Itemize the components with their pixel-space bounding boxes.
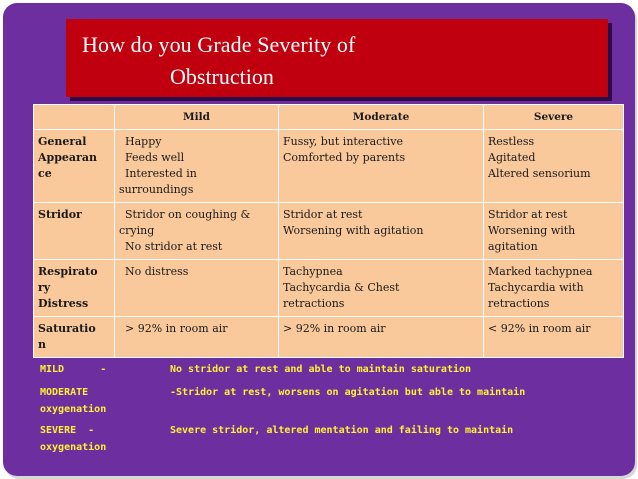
legend-key: MILD - — [40, 364, 107, 375]
legend-key: MODERATE — [40, 387, 89, 398]
row-label: Respirato ry Distress — [34, 260, 115, 317]
legend-severe — [40, 422, 513, 456]
cell-mild: No distress — [115, 260, 279, 317]
table-row — [34, 130, 624, 203]
cell-moderate: Tachypnea Tachycardia & Chest retractions — [279, 260, 484, 317]
header-cell-empty — [34, 105, 115, 130]
table-row — [34, 317, 624, 358]
row-label: Stridor — [34, 203, 115, 260]
legend-key: SEVERE - — [40, 425, 95, 436]
row-label: General Appearan ce — [34, 130, 115, 203]
cell-mild: Stridor on coughing & crying No stridor at rest — [115, 203, 279, 260]
header-cell-severe: Severe — [484, 105, 624, 130]
cell-moderate: > 92% in room air — [279, 317, 484, 358]
table-row — [34, 203, 624, 260]
legend-mild — [40, 361, 471, 378]
legend-text: Severe stridor, altered mentation and failing to maintain — [170, 425, 514, 436]
cell-severe: Stridor at rest Worsening with agitation — [484, 203, 624, 260]
title-box — [66, 19, 608, 97]
legend-text: -Stridor at rest, worsens on agitation but able to maintain — [170, 387, 526, 398]
row-label: Saturatio n — [34, 317, 115, 358]
legend-cont: oxygenation — [40, 404, 107, 415]
cell-moderate: Stridor at rest Worsening with agitation — [279, 203, 484, 260]
table-row — [34, 260, 624, 317]
legend-moderate — [40, 384, 525, 418]
cell-severe: Restless Agitated Altered sensorium — [484, 130, 624, 203]
title-line-1: How do you Grade Severity of — [82, 32, 356, 57]
title-line-2: Obstruction — [170, 64, 274, 89]
legend-cont: oxygenation — [40, 442, 107, 453]
severity-table — [33, 104, 624, 358]
header-cell-mild: Mild — [115, 105, 279, 130]
cell-severe: < 92% in room air — [484, 317, 624, 358]
cell-moderate: Fussy, but interactive Comforted by parents — [279, 130, 484, 203]
legend-text: No stridor at rest and able to maintain saturation — [170, 364, 472, 375]
cell-mild: Happy Feeds well Interested in surroundings — [115, 130, 279, 203]
table-header-row — [34, 105, 624, 130]
cell-mild: > 92% in room air — [115, 317, 279, 358]
header-cell-moderate: Moderate — [279, 105, 484, 130]
cell-severe: Marked tachypnea Tachycardia with retractions — [484, 260, 624, 317]
